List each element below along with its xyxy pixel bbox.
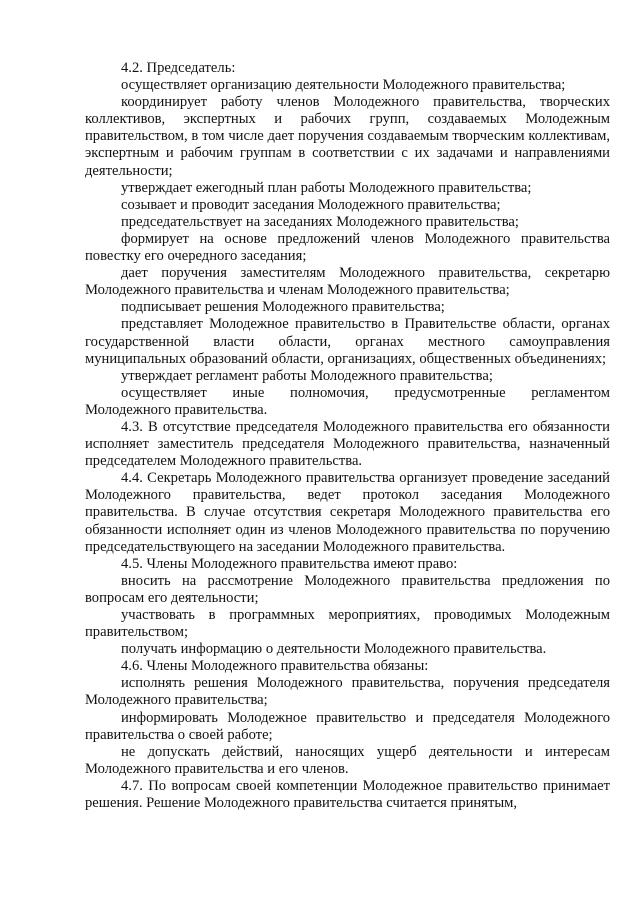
- paragraph: осуществляет иные полномочия, предусмотренные регламентом Молодежного правительства.: [85, 384, 610, 418]
- section-heading-4-6: 4.6. Члены Молодежного правительства обязаны:: [121, 658, 429, 675]
- section-4-4: 4.4. Секретарь Молодежного правительства организует проведение заседаний Молодежного правительства, ведет протокол заседания Молодежного правительства. В случае отсутствия секретаря Молодежного правительства его обязанности исполняет один из членов Молодежного правительства по поручению председательствующего на заседании Молодежного правительства.: [85, 470, 610, 555]
- paragraph: вносить на рассмотрение Молодежного правительства предложения по вопросам его деятельности;: [85, 572, 610, 606]
- paragraph: получать информацию о деятельности Молодежного правительства.: [121, 641, 547, 658]
- paragraph: информировать Молодежное правительство и председателя Молодежного правительства о своей работе;: [85, 709, 610, 743]
- paragraph: исполнять решения Молодежного правительства, поручения председателя Молодежного правительства;: [85, 675, 610, 709]
- document-page: [85, 60, 610, 812]
- paragraph: подписывает решения Молодежного правительства;: [121, 299, 445, 316]
- paragraph: утверждает ежегодный план работы Молодежного правительства;: [121, 179, 532, 196]
- paragraph: представляет Молодежное правительство в Правительстве области, органах государственной власти области, органах местного самоуправления муниципальных образований области, организациях, общественных объединениях;: [85, 316, 610, 367]
- paragraph: участвовать в программных мероприятиях, проводимых Молодежным правительством;: [85, 607, 610, 641]
- section-heading-4-2: 4.2. Председатель:: [121, 60, 236, 76]
- paragraph: дает поручения заместителям Молодежного правительства, секретарю Молодежного правительства и членам Молодежного правительства;: [85, 265, 610, 299]
- paragraph: осуществляет организацию деятельности Молодежного правительства;: [121, 77, 566, 94]
- section-4-3: 4.3. В отсутствие председателя Молодежного правительства его обязанности исполняет заместитель председателя Молодежного правительства, назначенный председателем Молодежного правительства.: [85, 418, 610, 470]
- paragraph: координирует работу членов Молодежного правительства, творческих коллективов, экспертных и рабочих групп, создаваемых Молодежным правительством, в том числе дает поручения создаваемым творческим коллективам, экспертным и рабочим группам в соответствии с их задачами и направлениями деятельности;: [85, 94, 610, 179]
- paragraph: не допускать действий, наносящих ущерб деятельности и интересам Молодежного правительства и его членов.: [85, 743, 610, 777]
- paragraph: формирует на основе предложений членов Молодежного правительства повестку его очередного заседания;: [85, 230, 610, 265]
- paragraph: созывает и проводит заседания Молодежного правительства;: [121, 196, 501, 213]
- section-4-7: 4.7. По вопросам своей компетенции Молодежное правительство принимает решения. Решение Молодежного правительства считается принятым,: [85, 777, 610, 812]
- paragraph: утверждает регламент работы Молодежного правительства;: [121, 367, 493, 384]
- paragraph: председательствует на заседаниях Молодежного правительства;: [121, 213, 519, 230]
- section-heading-4-5: 4.5. Члены Молодежного правительства имеют право:: [121, 555, 458, 572]
